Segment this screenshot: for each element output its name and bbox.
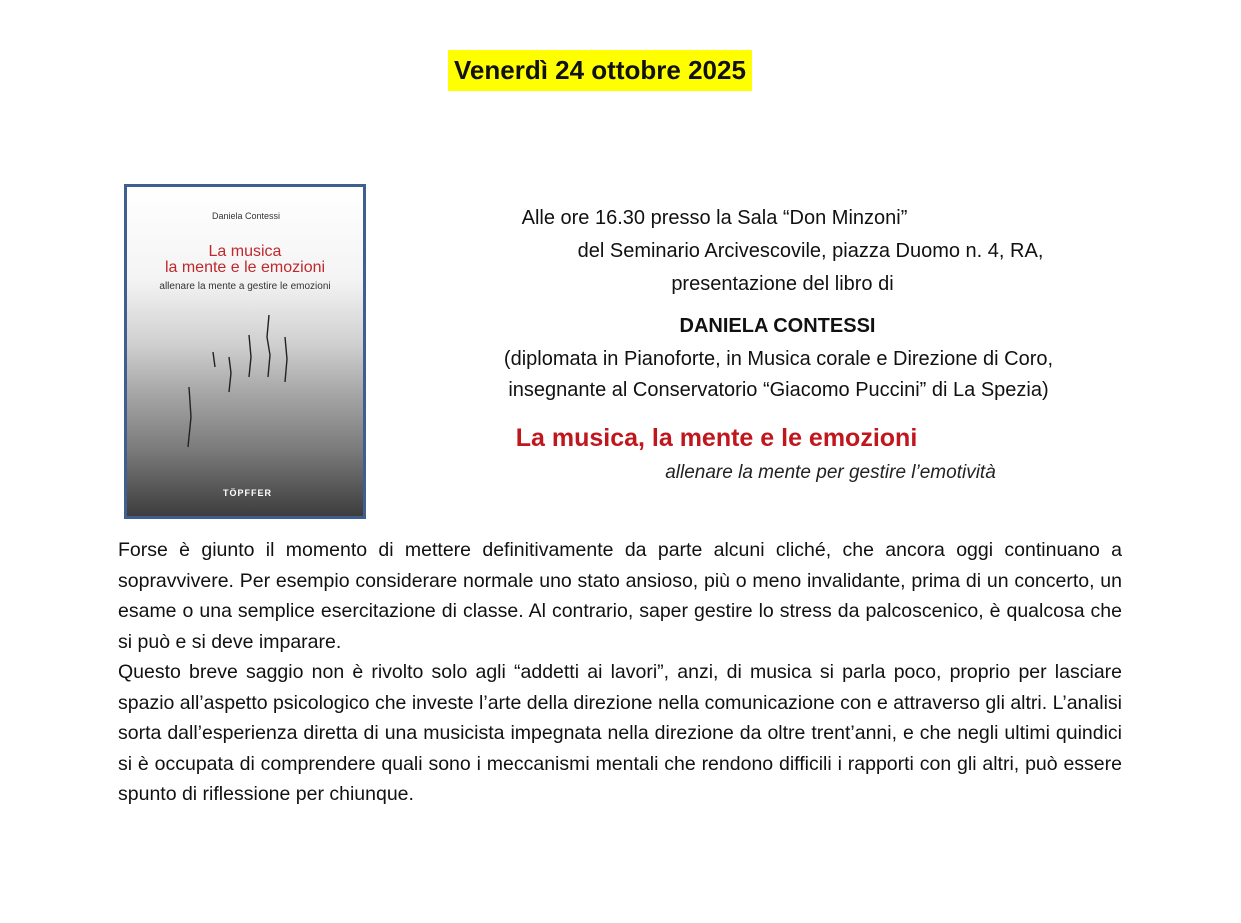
cover-title-line1: La musica	[208, 243, 282, 260]
author-note-2: insegnante al Conservatorio “Giacomo Puccini” di La Spezia)	[508, 379, 1049, 401]
description-paragraph-1: Forse è giunto il momento di mettere definitivamente da parte alcuni cliché, che ancora oggi continuano a sopravvivere. Per esempio considerare normale uno stato ansioso, più o meno invalidante, prima di un concerto, un esame o una semplice esercitazione di classe. Al contrario, saper gestire lo stress da palcoscenico, è qualcosa che si può e si deve imparare.	[118, 539, 1122, 653]
author-note-1: (diplomata in Pianoforte, in Musica corale e Direzione di Coro,	[503, 348, 1054, 370]
description-paragraph-2: Questo breve saggio non è rivolto solo agli “addetti ai lavori”, anzi, di musica si parla poco, proprio per lasciare spazio all’aspetto psicologico che investe l’arte della direzione nella comunicazione con e attraverso gli altri. L’analisi sorta dall’esperienza diretta di una musicista impegnata nella direzione da oltre trent’anni, e che negli ultimi quindici si è occupata di comprendere quali sono i meccanismi mentali che rendono difficili i rapporti con gli altri, può essere spunto di riflessione per chiunque.	[118, 661, 1122, 805]
cover-title-line2: la mente e le emozioni	[164, 259, 326, 276]
event-address: del Seminario Arcivescovile, piazza Duomo n. 4, RA,	[577, 240, 1044, 262]
event-time-venue: Alle ore 16.30 presso la Sala “Don Minzoni”	[521, 207, 908, 229]
book-subtitle: allenare la mente per gestire l’emotività	[665, 462, 996, 483]
event-date: Venerdì 24 ottobre 2025	[448, 50, 752, 91]
cover-publisher: TÖPFFER	[223, 488, 272, 498]
cover-subtitle: allenare la mente a gestire le emozioni	[159, 281, 331, 292]
event-presentation: presentazione del libro di	[671, 273, 894, 295]
book-title: La musica, la mente e le emozioni	[515, 424, 918, 452]
book-description	[118, 535, 1122, 810]
cover-author: Daniela Contessi	[212, 211, 281, 221]
author-name: DANIELA CONTESSI	[679, 315, 876, 337]
